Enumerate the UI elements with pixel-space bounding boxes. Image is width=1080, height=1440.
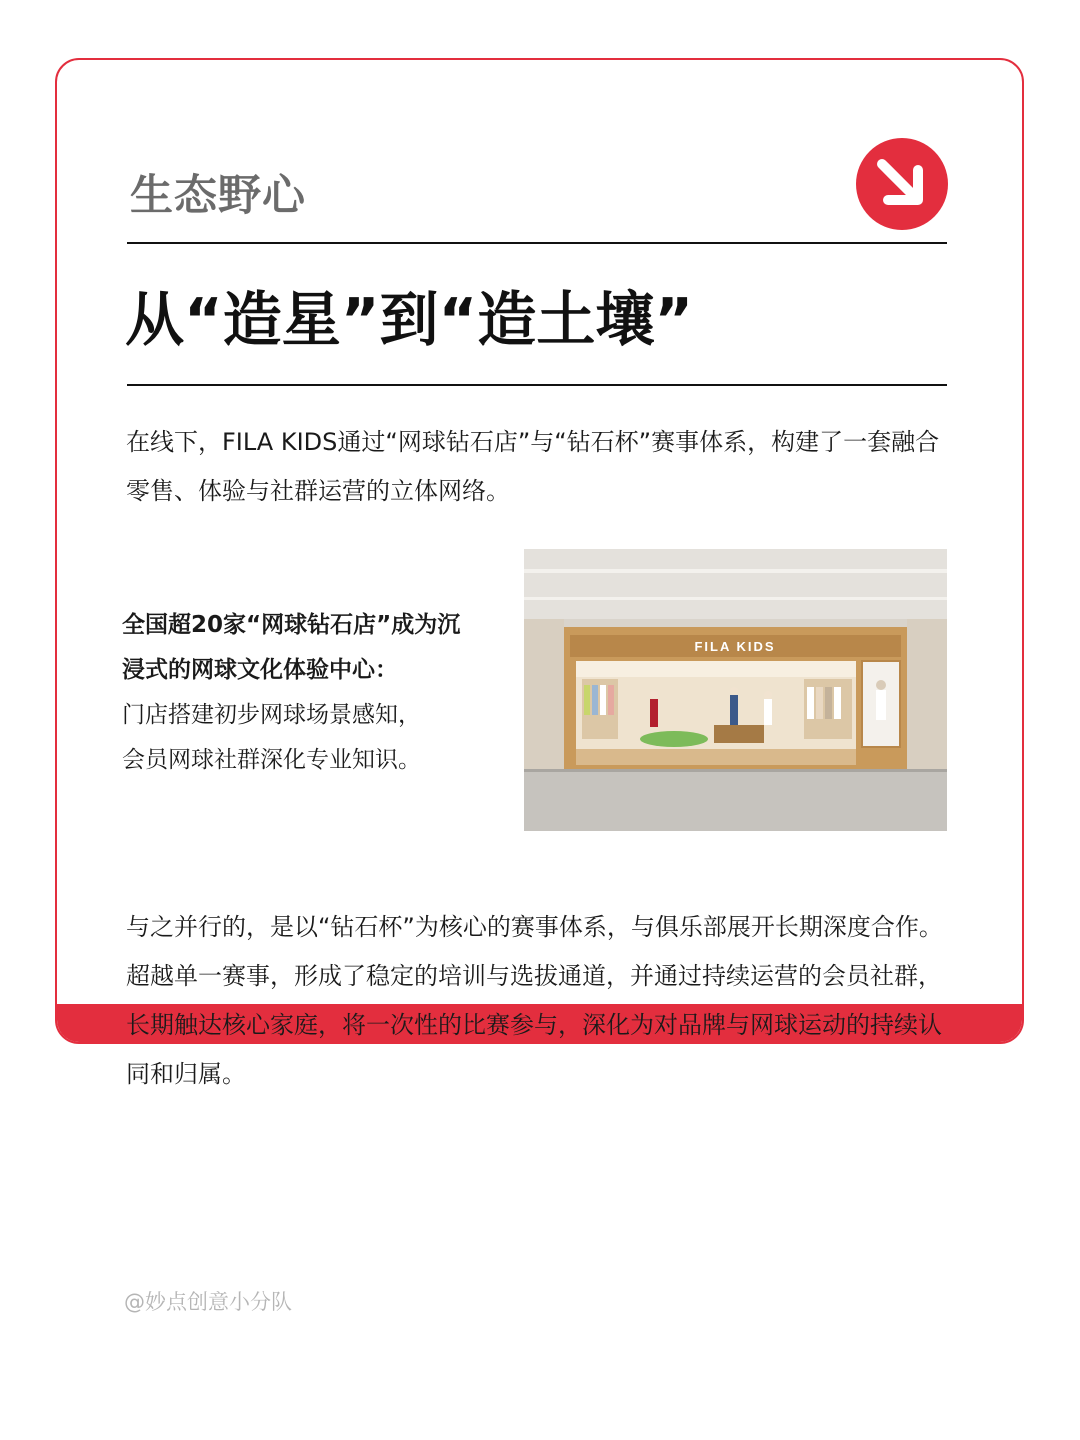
arrow-down-right-icon [856,138,948,230]
store-photo [524,549,947,831]
section-label: 生态野心 [130,171,306,221]
intro-paragraph: 在线下，FILA KIDS通过“网球钻石店”与“钻石杯”赛事体系，构建了一套融合零售、体验与社群运营的立体网络。 [126,428,940,505]
divider-bottom [127,384,947,386]
divider-top [127,242,947,244]
store-detail-line-1: 门店搭建初步网球场景感知， [122,702,421,728]
store-sign-text: FILA KIDS [694,639,776,654]
store-detail-line-2: 会员网球社群深化专业知识。 [122,747,421,773]
store-description [122,603,512,783]
page-title: 从“造星”到“造土壤” [125,285,694,354]
store-highlight-line-1: 全国超20家“网球钻石店”成为沉 [122,612,461,638]
closing-paragraph: 与之并行的，是以“钻石杯”为核心的赛事体系，与俱乐部展开长期深度合作。超越单一赛事，形成了稳定的培训与选拔通道，并通过持续运营的会员社群，长期触达核心家庭，将一次性的比赛参与，深化为对品牌与网球运动的持续认同和归属。 [126,913,943,1088]
store-highlight-line-2: 浸式的网球文化体验中心： [122,657,398,683]
author-handle: @妙点创意小分队 [124,1290,292,1314]
